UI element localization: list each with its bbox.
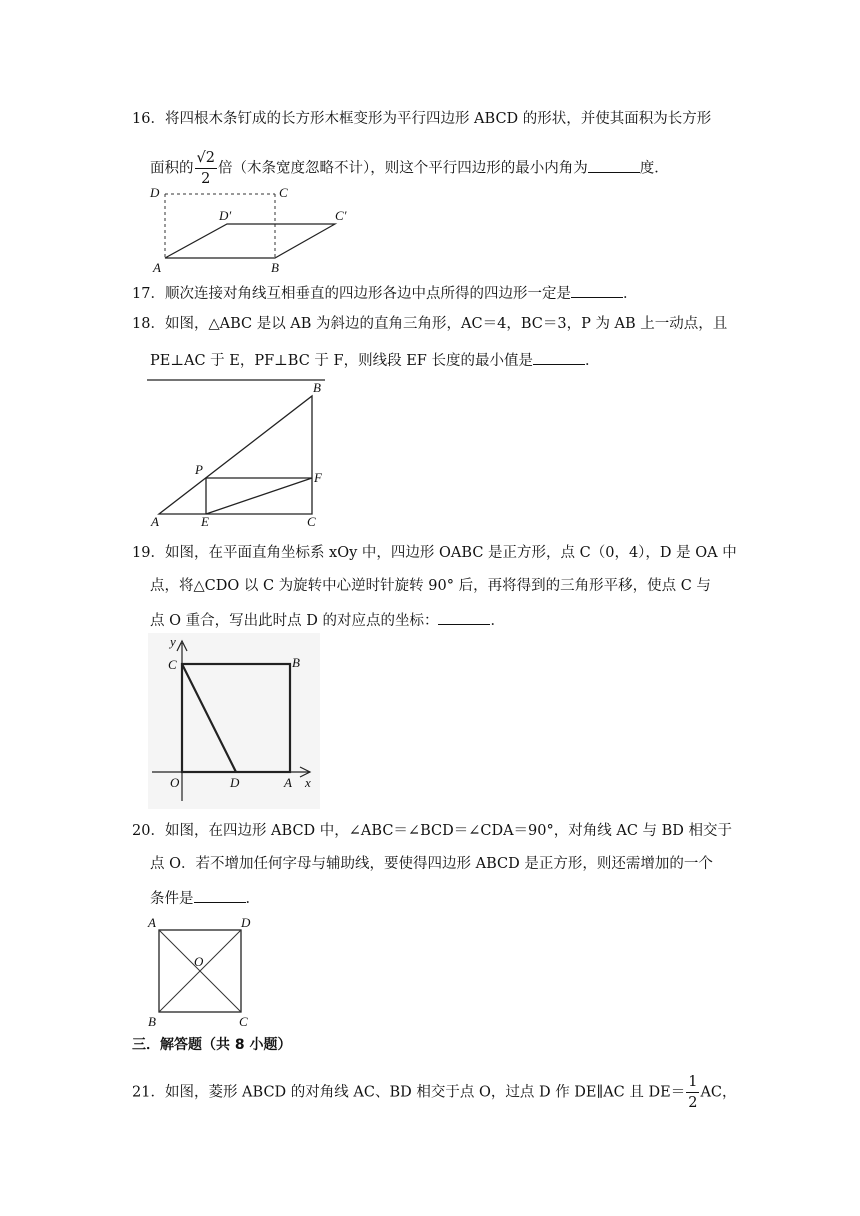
q17-text: 17．顺次连接对角线互相垂直的四边形各边中点所得的四边形一定是	[132, 286, 571, 302]
q16-frac-num: √2	[195, 148, 217, 169]
q18-answer-blank[interactable]	[533, 348, 585, 365]
q20-figure	[145, 916, 255, 1028]
q20-answer-blank[interactable]	[194, 886, 246, 903]
q19-line1: 19．如图，在平面直角坐标系 xOy 中，四边形 OABC 是正方形，点 C（0，4），D 是 OA 中	[132, 545, 737, 561]
q16-line2-part1: 面积的	[150, 160, 194, 177]
q16-label-B: B	[271, 260, 279, 275]
q16-line2-end: 度．	[639, 160, 669, 177]
q18-line2-text: PE⊥AC 于 E，PF⊥BC 于 F，则线段 EF 长度的最小值是	[150, 353, 533, 369]
q21-line1-text: 21．如图，菱形 ABCD 的对角线 AC、BD 相交于点 O，过点 D 作 DE∥AC 且 DE＝	[132, 1084, 686, 1101]
q17-line	[132, 281, 637, 305]
q19-label-x: x	[305, 775, 311, 790]
q21-fraction	[686, 1072, 699, 1113]
q18-triangle-ABC	[159, 396, 312, 514]
q20-end: ．	[245, 891, 260, 907]
q16-parallelogram	[165, 224, 335, 258]
q20-label-O: O	[194, 954, 204, 969]
q19-label-B: B	[292, 655, 300, 670]
q20-label-D: D	[241, 915, 251, 930]
q18-label-E: E	[201, 514, 209, 529]
q16-label-Dp: D′	[219, 208, 232, 223]
q19-line3-text: 点 O 重合，写出此时点 D 的对应点的坐标：	[150, 613, 439, 629]
q19-end: ．	[490, 613, 505, 629]
q21-line1-end: AC，	[700, 1084, 737, 1101]
q18-label-A: A	[151, 514, 159, 529]
q16-answer-blank[interactable]	[588, 156, 640, 173]
q17-end: ．	[622, 286, 638, 302]
q18-label-B: B	[313, 380, 321, 395]
q20-line1: 20．如图，在四边形 ABCD 中，∠ABC＝∠BCD＝∠CDA＝90°，对角线 AC 与 BD 相交于	[132, 823, 733, 839]
q19-line3	[150, 608, 505, 632]
q19-answer-blank[interactable]	[438, 608, 490, 625]
q18-figure	[145, 374, 345, 529]
section3-heading: 三．解答题（共 8 小题）	[132, 1037, 292, 1053]
q18-label-P: P	[195, 462, 203, 477]
q20-label-B: B	[148, 1014, 156, 1029]
q17-answer-blank[interactable]	[571, 281, 623, 298]
q16-label-A: A	[153, 260, 161, 275]
q19-label-O: O	[170, 775, 180, 790]
q16-frac-den: 2	[201, 171, 211, 187]
q16-label-Cp: C′	[335, 208, 347, 223]
q19-figure	[148, 633, 320, 809]
q21-frac-den: 2	[688, 1095, 698, 1111]
q19-label-y: y	[170, 634, 176, 649]
q18-line1: 18．如图，△ABC 是以 AB 为斜边的直角三角形，AC＝4，BC＝3，P 为 AB 上一动点，且	[132, 316, 728, 332]
q20-line3-text: 条件是	[150, 891, 194, 907]
q18-label-C: C	[307, 514, 316, 529]
q21-frac-num: 1	[686, 1072, 699, 1093]
q21-line1	[132, 1072, 737, 1113]
q20-label-A: A	[148, 915, 156, 930]
q16-line1: 16．将四根木条钉成的长方形木框变形为平行四边形 ABCD 的形状，并使其面积为长方形	[132, 111, 712, 127]
q19-label-D: D	[230, 775, 240, 790]
q16-label-C: C	[279, 185, 288, 200]
q16-figure	[145, 180, 375, 275]
q18-end: ．	[584, 353, 600, 369]
q18-line2	[150, 348, 599, 372]
q18-label-F: F	[314, 470, 322, 485]
q20-line2: 点 O．若不增加任何字母与辅助线，要使得四边形 ABCD 是正方形，则还需增加的一个	[150, 856, 713, 872]
q20-label-C: C	[239, 1014, 248, 1029]
q19-label-C: C	[168, 657, 177, 672]
q20-line3	[150, 886, 260, 910]
q16-line2-part2: 倍（木条宽度忽略不计），则这个平行四边形的最小内角为	[217, 160, 588, 177]
q19-line2: 点，将△CDO 以 C 为旋转中心逆时针旋转 90° 后，再将得到的三角形平移，使点 C 与	[150, 578, 711, 594]
q19-label-A: A	[284, 775, 292, 790]
q18-segment-EF	[206, 478, 312, 514]
q16-label-D: D	[150, 185, 160, 200]
